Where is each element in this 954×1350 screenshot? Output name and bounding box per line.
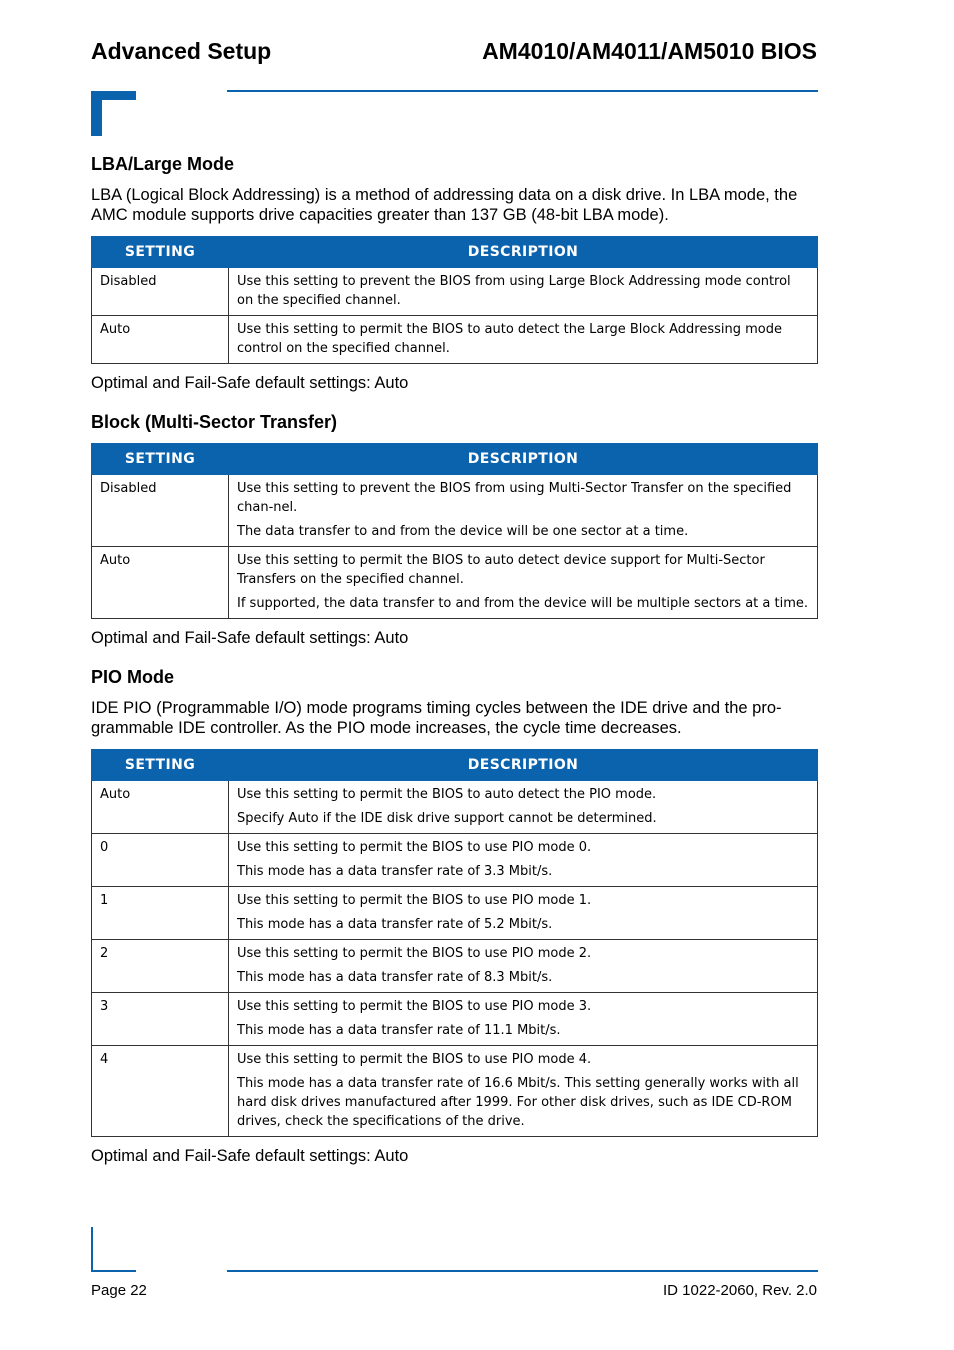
description-paragraph: Use this setting to permit the BIOS to use PIO mode 2. (237, 946, 592, 961)
setting-description (229, 993, 818, 1046)
page-content (91, 152, 818, 1183)
description-column-header: DESCRIPTION (229, 444, 818, 475)
setting-value: Disabled (92, 475, 229, 547)
table-row (92, 834, 818, 887)
setting-value: Disabled (92, 268, 229, 316)
description-paragraph: This mode has a data transfer rate of 8.3 Mbit/s. (237, 970, 553, 985)
setting-value: 2 (92, 940, 229, 993)
setting-value: 3 (92, 993, 229, 1046)
description-paragraph: This mode has a data transfer rate of 3.3 Mbit/s. (237, 864, 553, 879)
setting-description (229, 781, 818, 834)
block-heading: Block (Multi-Sector Transfer) (91, 412, 338, 432)
setting-description (229, 887, 818, 940)
description-paragraph: Use this setting to permit the BIOS to auto detect device support for Multi-Sector Transfers on the specified channel. (237, 553, 765, 587)
description-paragraph: This mode has a data transfer rate of 5.2 Mbit/s. (237, 917, 553, 932)
setting-value: 4 (92, 1046, 229, 1137)
description-paragraph: Use this setting to prevent the BIOS from using Large Block Addressing mode control on the specified channel. (237, 274, 791, 308)
header-product-title: AM4010/AM4011/AM5010 BIOS (482, 38, 817, 64)
header-section-title: Advanced Setup (91, 38, 272, 64)
table-row (92, 781, 818, 834)
setting-column-header: SETTING (92, 444, 229, 475)
setting-value: Auto (92, 316, 229, 364)
description-paragraph: Use this setting to permit the BIOS to auto detect the Large Block Addressing mode control on the specified channel. (237, 322, 782, 356)
description-paragraph: Use this setting to permit the BIOS to use PIO mode 0. (237, 840, 592, 855)
pio-intro: IDE PIO (Programmable I/O) mode programs timing cycles between the IDE drive and the pro-grammable IDE controller. As the PIO mode increases, the cycle time decreases. (91, 699, 782, 737)
table-row (92, 547, 818, 619)
description-paragraph: Use this setting to prevent the BIOS from using Multi-Sector Transfer on the specified chan-nel. (237, 481, 792, 515)
footer-corner-horizontal (91, 1270, 136, 1272)
description-paragraph: Use this setting to permit the BIOS to auto detect the PIO mode. (237, 787, 657, 802)
description-paragraph: If supported, the data transfer to and from the device will be multiple sectors at a time. (237, 596, 808, 611)
table-row (92, 268, 818, 316)
description-paragraph: Use this setting to permit the BIOS to use PIO mode 1. (237, 893, 592, 908)
page-number: Page 22 (91, 1282, 147, 1299)
description-column-header: DESCRIPTION (229, 750, 818, 781)
lba-section (91, 152, 818, 393)
lba-default-note: Optimal and Fail-Safe default settings: Auto (91, 374, 409, 392)
description-paragraph: Use this setting to permit the BIOS to use PIO mode 3. (237, 999, 592, 1014)
setting-column-header: SETTING (92, 750, 229, 781)
setting-value: Auto (92, 547, 229, 619)
description-paragraph: The data transfer to and from the device will be one sector at a time. (237, 524, 689, 539)
description-paragraph: This mode has a data transfer rate of 16.6 Mbit/s. This setting generally works with all hard disk drives manufactured after 1999. For other disk drives, such as IDE CD-ROM drives, check the specifications of the drive. (237, 1076, 799, 1129)
setting-description (229, 475, 818, 547)
setting-description (229, 547, 818, 619)
setting-description (229, 268, 818, 316)
lba-heading: LBA/Large Mode (91, 154, 235, 174)
pio-heading: PIO Mode (91, 667, 175, 687)
document-id: ID 1022-2060, Rev. 2.0 (663, 1282, 817, 1299)
description-column-header: DESCRIPTION (229, 237, 818, 268)
table-row (92, 993, 818, 1046)
block-table (91, 443, 818, 619)
setting-value: 1 (92, 887, 229, 940)
footer-rule (227, 1270, 818, 1272)
setting-column-header: SETTING (92, 237, 229, 268)
block-default-note: Optimal and Fail-Safe default settings: Auto (91, 629, 409, 647)
header-rule (227, 90, 818, 92)
setting-description (229, 1046, 818, 1137)
table-row (92, 475, 818, 547)
description-paragraph: Use this setting to permit the BIOS to use PIO mode 4. (237, 1052, 592, 1067)
description-paragraph: Specify Auto if the IDE disk drive support cannot be determined. (237, 811, 657, 826)
setting-description (229, 940, 818, 993)
table-row (92, 1046, 818, 1137)
corner-mark-vertical (91, 91, 102, 136)
table-row (92, 316, 818, 364)
setting-description (229, 834, 818, 887)
footer-corner-vertical (91, 1227, 93, 1272)
pio-section (91, 665, 818, 1166)
setting-value: 0 (92, 834, 229, 887)
block-section (91, 410, 818, 648)
pio-table (91, 749, 818, 1137)
table-row (92, 887, 818, 940)
setting-value: Auto (92, 781, 229, 834)
description-paragraph: This mode has a data transfer rate of 11.1 Mbit/s. (237, 1023, 561, 1038)
lba-intro: LBA (Logical Block Addressing) is a method of addressing data on a disk drive. In LBA mode, the AMC module supports drive capacities greater than 137 GB (48-bit LBA mode). (91, 186, 798, 224)
lba-table (91, 236, 818, 364)
table-row (92, 940, 818, 993)
setting-description (229, 316, 818, 364)
pio-default-note: Optimal and Fail-Safe default settings: Auto (91, 1147, 409, 1165)
